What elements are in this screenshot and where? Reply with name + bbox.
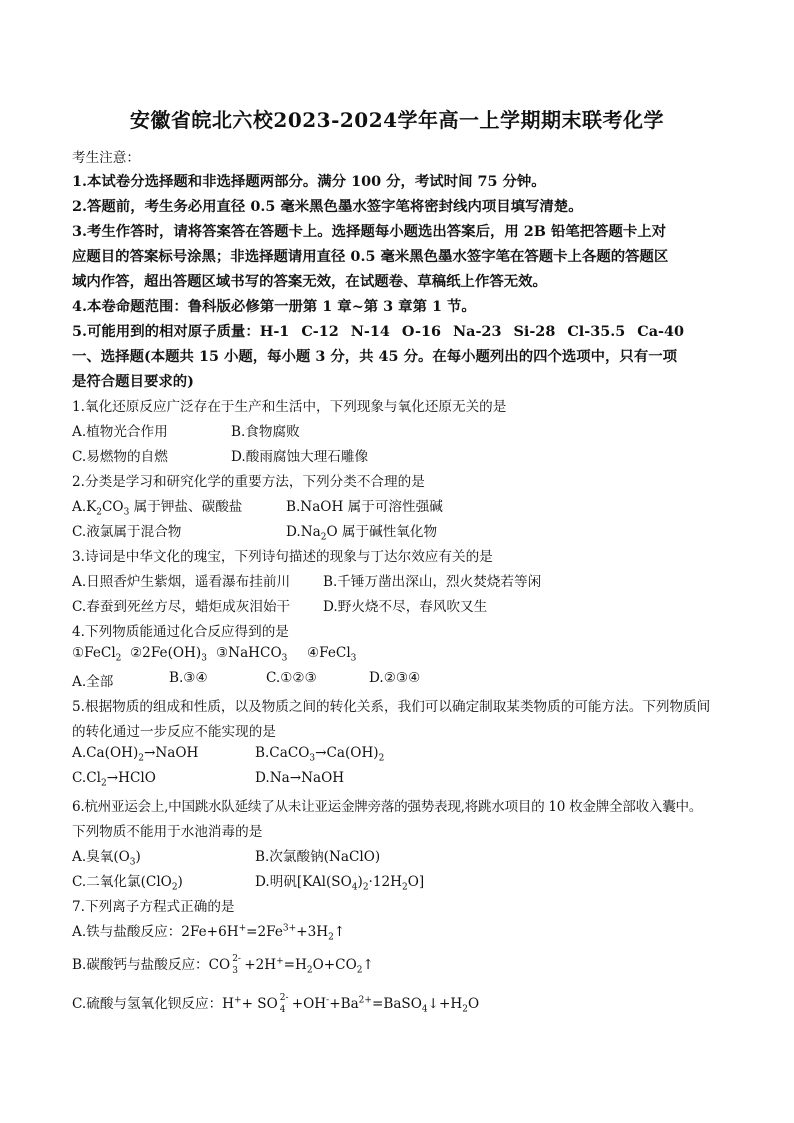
atomic-mass-na: Na-23 [452,323,502,340]
q6-option-d: D.明矾$[KAl(SO_4)_2\cdot 12H_2O]$ [255,874,425,893]
q1-option-c: C.易燃物的自燃 [72,449,168,465]
atomic-mass-n: N-14 [350,323,390,340]
q4-item-2: $②2Fe(OH)_3$ [130,645,207,664]
q1-option-d: D.酸雨腐蚀大理石雕像 [231,449,369,465]
q4-item-4: ④FeCl$_3$ [307,645,357,664]
q3-option-d: D.野火烧不尽，春风吹又生 [323,599,488,615]
q1-option-a: A.植物光合作用 [72,424,168,440]
q4-item-1: ①FeCl$_2$ [72,645,122,664]
page-title: 安徽省皖北六校2023-2024学年高一上学期期末联考化学 [129,108,665,132]
q2-option-d: $D.Na_2O$ 属于碱性氧化物 [286,524,438,543]
carbonate-charge: 2- 3 [232,954,241,976]
section-1-heading-line-1: 一、选择题(本题共 15 小题，每小题 3 分，共 45 分。在每小题列出的四个选项中，只有一项 [72,348,677,365]
q2-option-c: C.液氯属于混合物 [72,524,182,540]
q4-option-d: D.②③④ [369,670,421,686]
atomic-mass-c: C-12 [301,323,339,340]
atomic-mass-cl: Cl-35.5 [567,323,626,340]
q6-option-b: B.次氯酸钠(NaClO) [255,849,381,865]
atomic-mass-si: Si-28 [513,323,556,340]
q2-stem: 2.分类是学习和研究化学的重要方法，下列分类不合理的是 [72,474,425,490]
sulfate-charge: 2- 4 [279,993,289,1015]
section-1-heading-line-2: 是符合题目要求的) [72,373,194,390]
q4-item-3: ③NaHCO$_3$ [216,645,288,664]
q3-stem: 3.诗词是中华文化的瑰宝，下列诗句描述的现象与丁达尔效应有关的是 [72,549,493,565]
q5-stem-line-2: 的转化通过一步反应不能实现的是 [72,724,276,740]
notice-item-3-line-1: 3.考生作答时，请将答案答在答题卡上。选择题每小题选出答案后，用 2B 铅笔把答题卡上对 [72,223,667,240]
q4-option-a: A.全部 [72,674,114,690]
q7-option-a: A.铁与盐酸反应：$2Fe+6H^+=2Fe^{3+}+3H_2↑$ [72,923,346,943]
notice-item-4: 4.本卷命题范围：鲁科版必修第一册第 1 章~第 3 章第 1 节。 [72,298,476,315]
q2-option-b: B.NaOH 属于可溶性强碱 [286,499,443,515]
q3-option-b: B.千锤万凿出深山，烈火焚烧若等闲 [323,574,542,590]
notice-item-3-line-3: 域内作答，超出答题区域书写的答案无效，在试题卷、草稿纸上作答无效。 [72,273,547,290]
q5-option-b: $B.CaCO_3\to Ca(OH)_2$ [255,745,385,764]
notice-heading: 考生注意： [72,150,140,166]
q1-option-b: B.食物腐败 [231,424,300,440]
notice-item-3-line-2: 应题目的答案标号涂黑；非选择题请用直径 0.5 毫米黑色墨水签字笔在答题卡上各题的答题区 [72,248,669,265]
atomic-mass-h: H-1 [259,323,290,340]
q4-option-c: C.①②③ [266,670,317,686]
q5-option-d: D.Na→NaOH [255,770,345,786]
q3-option-a: A.日照香炉生紫烟，遥看瀑布挂前川 [72,574,291,590]
atomic-mass-label: 5.可能用到的相对原子质量： [72,323,260,340]
notice-item-1: 1.本试卷分选择题和非选择题两部分。满分 100 分，考试时间 75 分钟。 [72,173,546,190]
q5-option-c: $C.Cl_2\to HClO$ [72,770,156,789]
q7-option-b: B.碳酸钙与盐酸反应：CO 2- 3 $+2H^+=H_2O+CO_2↑$ [72,954,374,976]
q4-stem: 4.下列物质能通过化合反应得到的是 [72,624,289,640]
q2-option-a: $A.K_2CO_3$ 属于钾盐、碳酸盐 [72,499,243,518]
q6-stem-line-2: 下列物质不能用于水池消毒的是 [72,824,263,840]
notice-item-5 [72,320,696,341]
q6-stem-line-1: 6.杭州亚运会上,中国跳水队延续了从未让亚运金牌旁落的强势表现,将跳水项目的 10 枚金牌全部收入囊中。 [72,799,703,815]
q7-stem: 7.下列离子方程式正确的是 [72,899,235,915]
notice-item-2: 2.答题前，考生务必用直径 0.5 毫米黑色墨水签字笔将密封线内项目填写清楚。 [72,198,583,215]
q5-stem-line-1: 5.根据物质的组成和性质，以及物质之间的转化关系，我们可以确定制取某类物质的可能方法。下列物质间 [72,699,711,715]
q5-option-a: $A.Ca(OH)_2\to NaOH$ [72,745,199,764]
q4-option-b: B.③④ [169,670,208,686]
q6-option-a: A.臭氧$(O_3)$ [72,849,141,868]
q3-option-c: C.春蚕到死丝方尽，蜡炬成灰泪始干 [72,599,291,615]
atomic-mass-o: O-16 [401,323,441,340]
q7-option-c: C.硫酸与氢氧化钡反应：H++ SO 2- 4 $+OH^-+Ba^{2+}=BaSO_4↓+H_2O$ [72,993,480,1015]
atomic-mass-ca: Ca-40 [637,323,685,340]
q6-option-c: C.二氧化氯(ClO$_2$) [72,874,183,893]
q1-stem: 1.氧化还原反应广泛存在于生产和生活中，下列现象与氧化还原无关的是 [72,399,507,415]
